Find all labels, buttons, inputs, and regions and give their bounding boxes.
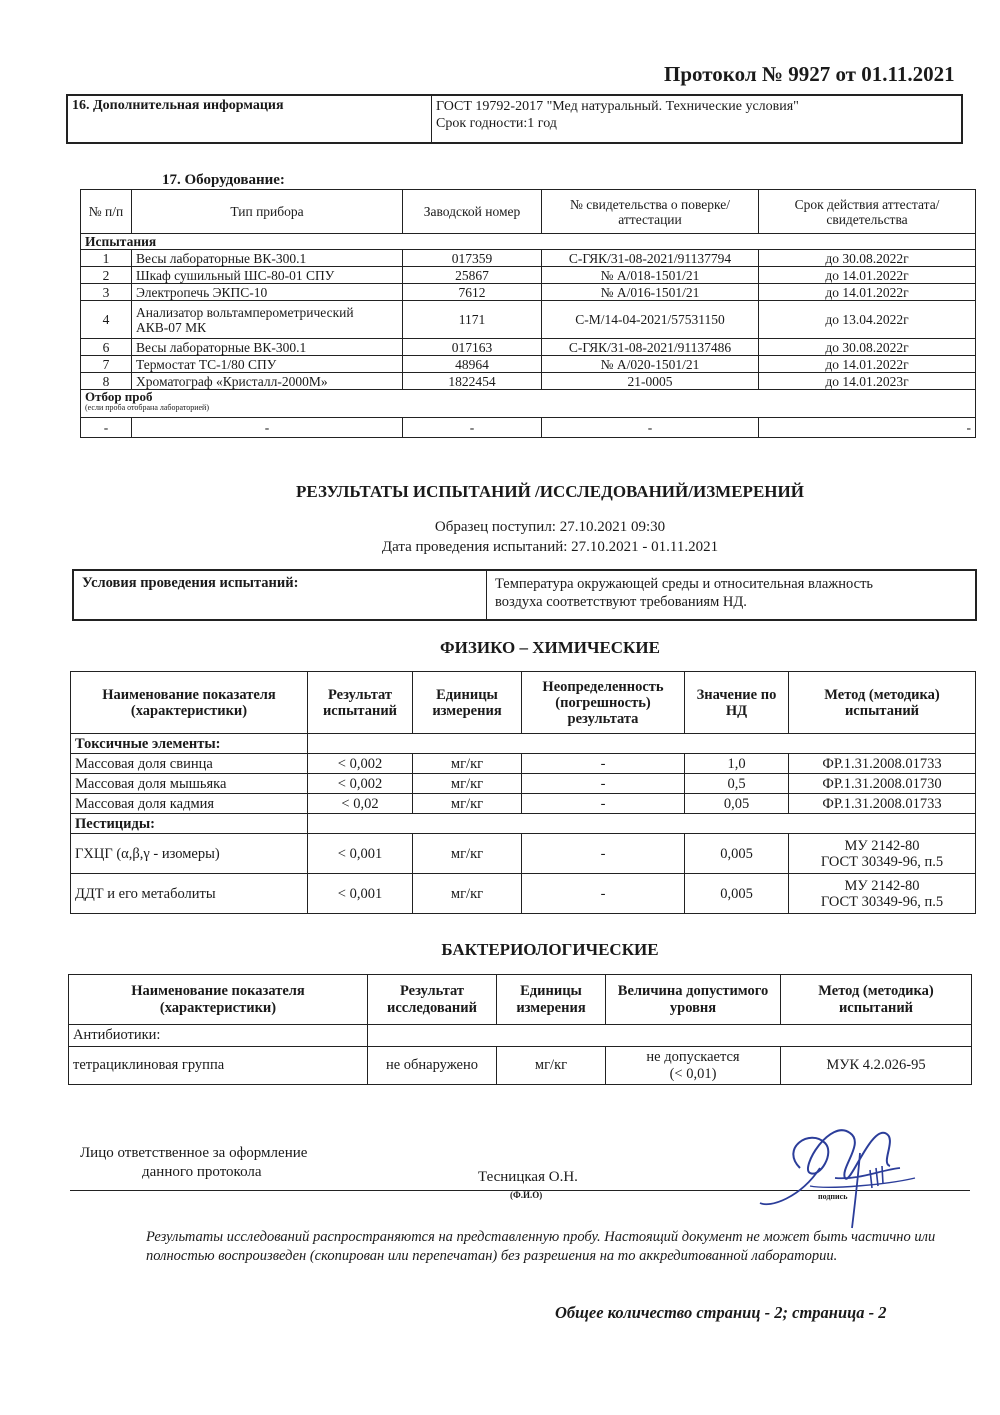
empty-cell: -: [759, 418, 976, 438]
group-tests: Испытания: [81, 234, 976, 250]
group-antibiotics: Антибиотики:: [69, 1025, 368, 1047]
empty-cell: -: [542, 418, 759, 438]
table-row: [81, 373, 976, 390]
row-number: 4: [81, 301, 132, 339]
norm-value: 1,0: [685, 754, 789, 774]
handwritten-signature: [740, 1108, 940, 1238]
table-row: [81, 301, 976, 339]
indicator-name: ГХЦГ (α,β,γ - изомеры): [71, 834, 308, 874]
table-row: [71, 754, 976, 774]
certificate-number: № А/020-1501/21: [542, 356, 759, 373]
method: [789, 834, 976, 874]
disclaimer: Результаты исследований распространяются на представленную пробу. Настоящий документ не может быть частично или полностью воспроизведен (скопирован или перепечатан) без разрешения на то аккредитованной лаборатории.: [146, 1229, 936, 1264]
norm-value: 0,005: [685, 834, 789, 874]
validity-date: до 30.08.2022г: [759, 250, 976, 267]
result-value: < 0,002: [308, 754, 413, 774]
serial-number: 017163: [403, 339, 542, 356]
validity-date: до 14.01.2022г: [759, 356, 976, 373]
certificate-number: № А/016-1501/21: [542, 284, 759, 301]
row-number: 3: [81, 284, 132, 301]
indicator-name: тетрациклиновая группа: [69, 1047, 368, 1085]
method-line: МУ 2142-80: [844, 837, 920, 854]
results-title: РЕЗУЛЬТАТЫ ИСПЫТАНИЙ /ИССЛЕДОВАНИЙ/ИЗМЕРЕНИЙ: [296, 482, 804, 501]
uncertainty: -: [522, 834, 685, 874]
col-certificate: № свидетельства о поверке/аттестации: [542, 190, 759, 234]
units: мг/кг: [497, 1047, 606, 1085]
empty-cell: [308, 814, 976, 834]
indicator-name: Массовая доля мышьяка: [71, 774, 308, 794]
validity-date: до 14.01.2023г: [759, 373, 976, 390]
units: мг/кг: [413, 834, 522, 874]
col-serial: Заводской номер: [403, 190, 542, 234]
col-norm: Значение по НД: [685, 672, 789, 734]
device-name: Анализатор вольтамперометрический АКВ-07 МК: [132, 301, 403, 339]
method: ФР.1.31.2008.01733: [789, 754, 976, 774]
serial-number: 48964: [403, 356, 542, 373]
additional-info-value: [432, 95, 963, 143]
sign-caption: подпись: [818, 1192, 848, 1201]
method: [789, 874, 976, 914]
method: МУК 4.2.026-95: [781, 1047, 972, 1085]
empty-cell: [368, 1025, 972, 1047]
serial-number: 017359: [403, 250, 542, 267]
units: мг/кг: [413, 754, 522, 774]
certificate-number: 21-0005: [542, 373, 759, 390]
physchem-header-row: [71, 672, 976, 734]
responsible-label-line: данного протокола: [142, 1164, 262, 1180]
group-pesticides: Пестициды:: [71, 814, 308, 834]
conditions-value: [487, 570, 977, 620]
sample-received: Образец поступил: 27.10.2021 09:30: [434, 519, 666, 535]
norm-value: 0,5: [685, 774, 789, 794]
norm-value: 0,005: [685, 874, 789, 914]
method-line: ГОСТ 30349-96, п.5: [820, 893, 944, 910]
device-name: Хроматограф «Кристалл-2000М»: [132, 373, 403, 390]
responsible-label: [80, 1144, 307, 1182]
col-method: Метод (методика) испытаний: [789, 672, 976, 734]
serial-number: 25867: [403, 267, 542, 284]
equipment-header-row: [81, 190, 976, 234]
sampling-label: Отбор проб: [85, 389, 153, 404]
col-units: Единицы измерения: [497, 975, 606, 1025]
allowed-level: [606, 1047, 781, 1085]
table-row: [71, 874, 976, 914]
indicator-name: ДДТ и его метаболиты: [71, 874, 308, 914]
conditions-table: [72, 569, 977, 621]
table-row: [81, 284, 976, 301]
additional-info-table: [66, 94, 963, 144]
table-row: [69, 1047, 972, 1085]
validity-date: до 14.01.2022г: [759, 267, 976, 284]
empty-cell: -: [81, 418, 132, 438]
empty-cell: [308, 734, 976, 754]
certificate-number: № А/018-1501/21: [542, 267, 759, 284]
shelf-life-line: Срок годности:1 год: [436, 116, 557, 131]
bact-header-row: [69, 975, 972, 1025]
certificate-number: С-М/14-04-2021/57531150: [542, 301, 759, 339]
units: мг/кг: [413, 874, 522, 914]
col-result: Результат испытаний: [308, 672, 413, 734]
method: ФР.1.31.2008.01730: [789, 774, 976, 794]
sampling-note: (если проба отобрана лабораторией): [85, 403, 210, 412]
conditions-line: воздуха соответствуют требованиям НД.: [495, 594, 747, 610]
empty-cell: -: [132, 418, 403, 438]
validity-date: до 13.04.2022г: [759, 301, 976, 339]
method-line: ГОСТ 30349-96, п.5: [820, 853, 944, 870]
result-value: < 0,001: [308, 874, 413, 914]
table-row: [71, 774, 976, 794]
allowed-level-line: не допускается: [646, 1048, 740, 1065]
table-row: [71, 834, 976, 874]
conditions-label: Условия проведения испытаний:: [73, 570, 487, 620]
responsible-label-line: Лицо ответственное за оформление: [80, 1145, 308, 1161]
bact-title: БАКТЕРИОЛОГИЧЕСКИЕ: [441, 940, 659, 959]
equipment-table: [80, 189, 976, 438]
additional-info-label: 16. Дополнительная информация: [67, 95, 432, 143]
result-value: < 0,001: [308, 834, 413, 874]
col-number: № п/п: [81, 190, 132, 234]
device-name: Шкаф сушильный ШС-80-01 СПУ: [132, 267, 403, 284]
row-number: 6: [81, 339, 132, 356]
bact-table: [68, 974, 972, 1085]
units: мг/кг: [413, 794, 522, 814]
device-name: Весы лабораторные ВК-300.1: [132, 339, 403, 356]
group-sampling: [81, 390, 976, 418]
protocol-title: Протокол № 9927 от 01.11.2021: [664, 62, 955, 86]
col-validity: Срок действия аттестата/свидетельства: [759, 190, 976, 234]
device-name: Термостат ТС-1/80 СПУ: [132, 356, 403, 373]
page-count: Общее количество страниц - 2; страница - 2: [555, 1303, 887, 1322]
col-device-type: Тип прибора: [132, 190, 403, 234]
certificate-number: С-ГЯК/31-08-2021/91137486: [542, 339, 759, 356]
serial-number: 7612: [403, 284, 542, 301]
row-number: 8: [81, 373, 132, 390]
test-dates: Дата проведения испытаний: 27.10.2021 - 01.11.2021: [381, 539, 719, 555]
conditions-line: Температура окружающей среды и относительная влажность: [495, 576, 874, 592]
table-row: [81, 418, 976, 438]
uncertainty: -: [522, 794, 685, 814]
result-value: < 0,002: [308, 774, 413, 794]
allowed-level-line: (< 0,01): [669, 1065, 717, 1082]
row-number: 7: [81, 356, 132, 373]
table-row: [81, 250, 976, 267]
device-name: Электропечь ЭКПС-10: [132, 284, 403, 301]
gost-line: ГОСТ 19792-2017 "Мед натуральный. Технические условия": [436, 99, 799, 114]
empty-cell: -: [403, 418, 542, 438]
uncertainty: -: [522, 874, 685, 914]
method-line: МУ 2142-80: [844, 877, 920, 894]
physchem-title: ФИЗИКО – ХИМИЧЕСКИЕ: [440, 638, 660, 657]
uncertainty: -: [522, 774, 685, 794]
validity-date: до 14.01.2022г: [759, 284, 976, 301]
row-number: 1: [81, 250, 132, 267]
table-row: [81, 267, 976, 284]
certificate-number: С-ГЯК/31-08-2021/91137794: [542, 250, 759, 267]
norm-value: 0,05: [685, 794, 789, 814]
indicator-name: Массовая доля кадмия: [71, 794, 308, 814]
responsible-person: Тесницкая О.Н.: [478, 1169, 578, 1185]
physchem-table: [70, 671, 976, 914]
col-result: Результат исследований: [368, 975, 497, 1025]
serial-number: 1171: [403, 301, 542, 339]
device-name: Весы лабораторные ВК-300.1: [132, 250, 403, 267]
equipment-title: 17. Оборудование:: [162, 172, 285, 188]
col-units: Единицы измерения: [413, 672, 522, 734]
result-value: < 0,02: [308, 794, 413, 814]
units: мг/кг: [413, 774, 522, 794]
indicator-name: Массовая доля свинца: [71, 754, 308, 774]
table-row: [81, 339, 976, 356]
row-number: 2: [81, 267, 132, 284]
col-indicator: Наименование показателя (характеристики): [69, 975, 368, 1025]
col-indicator: Наименование показателя (характеристики): [71, 672, 308, 734]
col-method: Метод (методика) испытаний: [781, 975, 972, 1025]
uncertainty: -: [522, 754, 685, 774]
method: ФР.1.31.2008.01733: [789, 794, 976, 814]
table-row: [71, 794, 976, 814]
table-row: [81, 356, 976, 373]
col-uncertainty: Неопределенность (погрешность) результата: [522, 672, 685, 734]
serial-number: 1822454: [403, 373, 542, 390]
validity-date: до 30.08.2022г: [759, 339, 976, 356]
result-value: не обнаружено: [368, 1047, 497, 1085]
group-toxic: Токсичные элементы:: [71, 734, 308, 754]
col-allowed-level: Величина допустимого уровня: [606, 975, 781, 1025]
fio-caption: (Ф.И.О): [510, 1190, 543, 1200]
